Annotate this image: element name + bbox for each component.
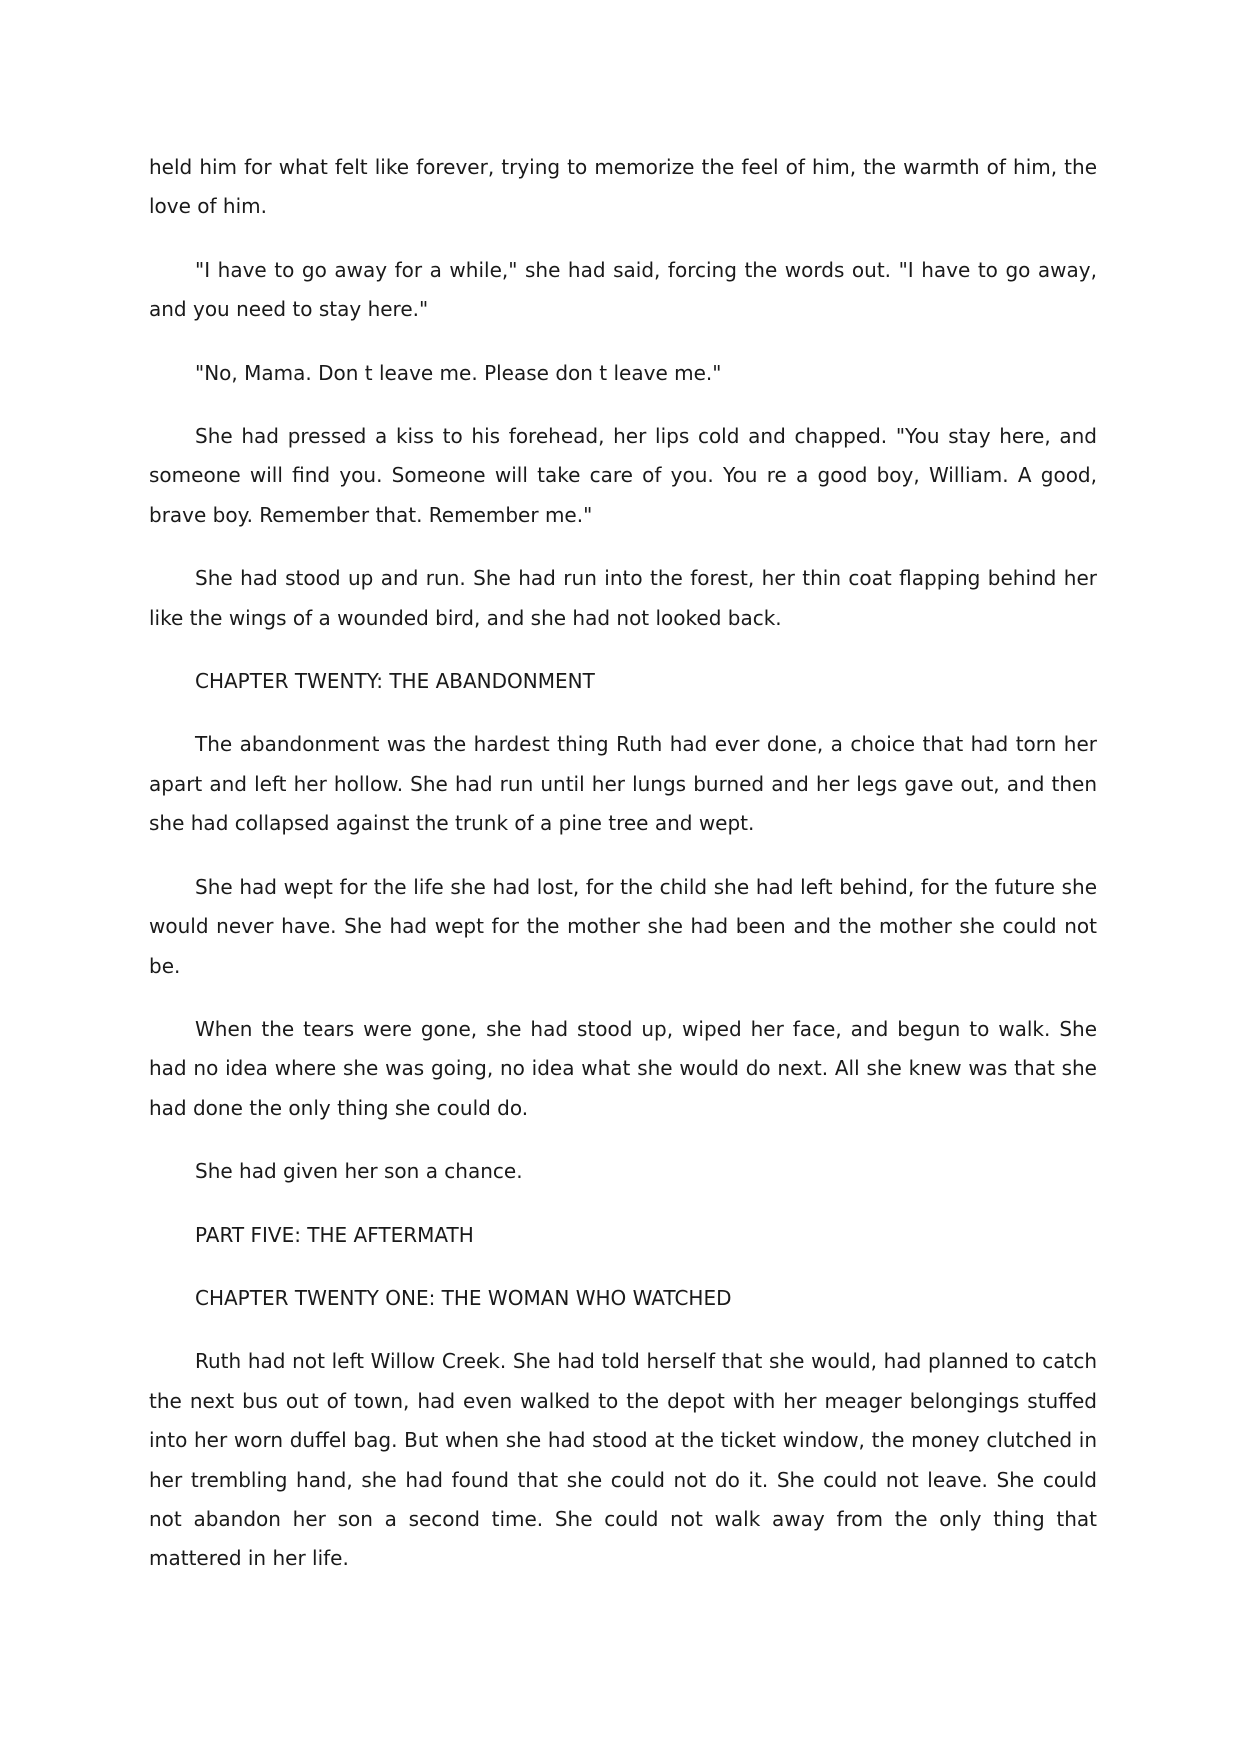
paragraph: "No, Mama. Don t leave me. Please don t leave me." — [195, 360, 722, 385]
part-heading: PART FIVE: THE AFTERMATH — [195, 1222, 474, 1247]
paragraph: When the tears were gone, she had stood up, wiped her face, and begun to walk. She had no idea where she was going, no idea what she would do next. All she knew was that she had done the only thing she could do. — [149, 1016, 1097, 1120]
body-text — [149, 148, 1097, 1579]
chapter-heading: CHAPTER TWENTY: THE ABANDONMENT — [195, 669, 595, 694]
paragraph: The abandonment was the hardest thing Ruth had ever done, a choice that had torn her apart and left her hollow. She had run until her lungs burned and her legs gave out, and then she had collapsed against the trunk of a pine tree and wept. — [149, 732, 1097, 836]
paragraph: "I have to go away for a while," she had said, forcing the words out. "I have to go away, and you need to stay here." — [149, 257, 1097, 322]
paragraph: She had wept for the life she had lost, for the child she had left behind, for the future she would never have. She had wept for the mother she had been and the mother she could not be. — [149, 874, 1097, 978]
paragraph: She had given her son a chance. — [195, 1159, 523, 1184]
paragraph: held him for what felt like forever, trying to memorize the feel of him, the warmth of him, the love of him. — [149, 155, 1097, 219]
paragraph: Ruth had not left Willow Creek. She had told herself that she would, had planned to catch the next bus out of town, had even walked to the depot with her meager belongings stuffed into her worn duffel bag. But when she had stood at the ticket window, the money clutched in her trembling hand, she had found that she could not do it. She could not leave. She could not abandon her son a second time. She could not walk away from the only thing that mattered in her life. — [149, 1349, 1097, 1571]
paragraph: She had pressed a kiss to his forehead, her lips cold and chapped. "You stay here, and someone will find you. Someone will take care of you. You re a good boy, William. A good, brave boy. Remember that. Remember me." — [149, 424, 1097, 527]
chapter-heading: CHAPTER TWENTY ONE: THE WOMAN WHO WATCHED — [195, 1285, 732, 1310]
paragraph: She had stood up and run. She had run into the forest, her thin coat flapping behind her like the wings of a wounded bird, and she had not looked back. — [149, 566, 1097, 630]
